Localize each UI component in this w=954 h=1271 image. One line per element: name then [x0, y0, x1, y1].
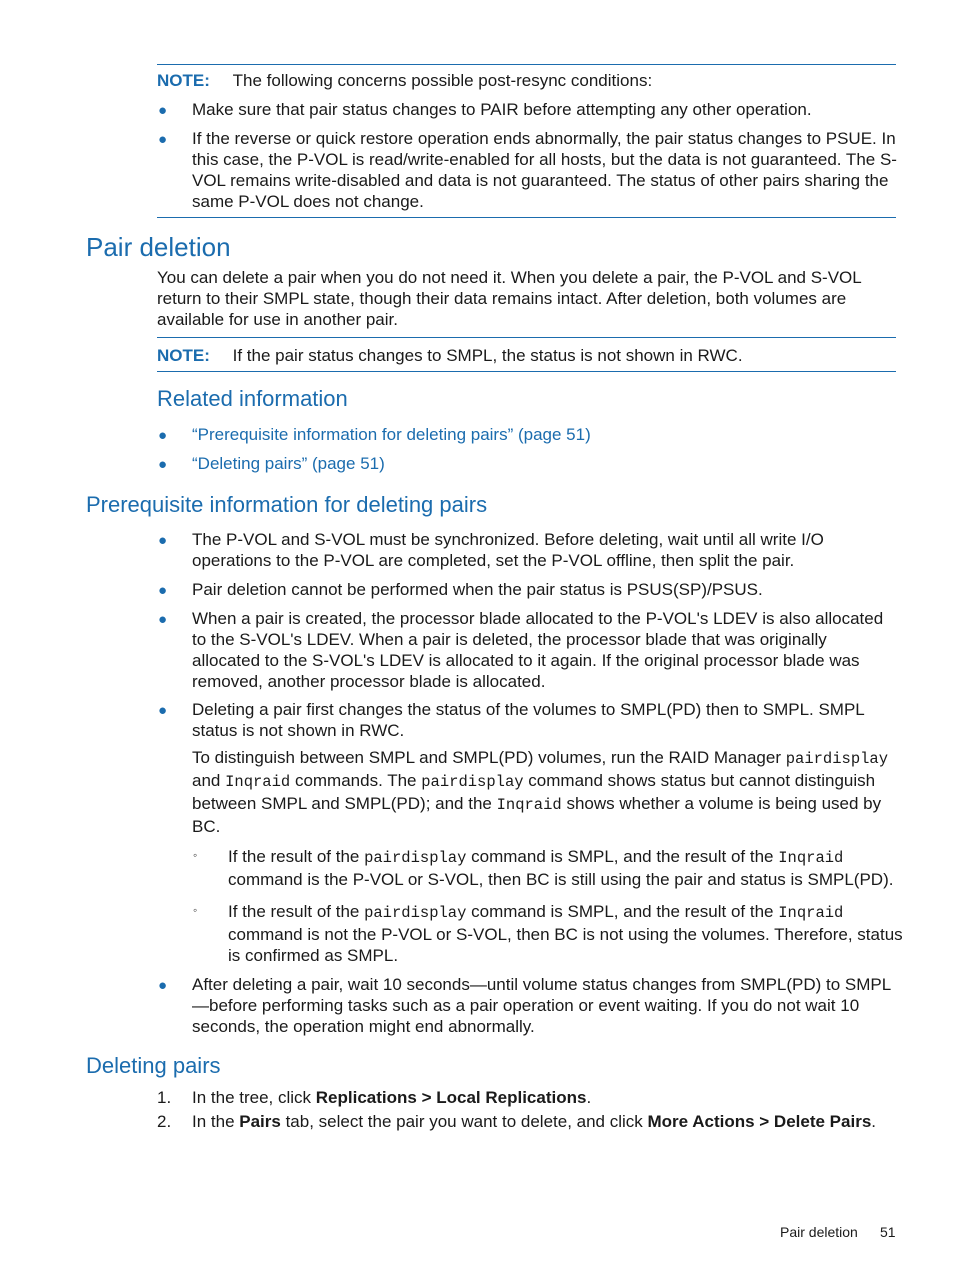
bullet-icon: ●	[158, 102, 168, 119]
prereq-bullet-4: Deleting a pair first changes the status of the volumes to SMPL(PD) then to SMPL. SMPL status is not shown in RWC.	[192, 700, 865, 740]
text: command is SMPL, and the result of the	[466, 902, 779, 921]
note-text: If the pair status changes to SMPL, the status is not shown in RWC.	[232, 346, 743, 365]
text: .	[586, 1088, 592, 1107]
code-inqraid: Inqraid	[225, 773, 291, 791]
intro-paragraph: You can delete a pair when you do not need it. When you delete a pair, the P-VOL and S-VOL return to their SMPL state, though their data remains intact. After deletion, both volumes are available for use in another pair.	[157, 268, 862, 329]
text: In the	[192, 1112, 240, 1131]
menu-path: More Actions > Delete Pairs	[647, 1112, 872, 1131]
paragraph-line: command is the P-VOL or S-VOL, then BC is still using the pair and status is SMPL(PD).	[228, 870, 894, 889]
circle-bullet-icon: ◦	[193, 848, 198, 862]
text: tab, select the pair you want to delete, and click	[280, 1112, 648, 1131]
footer-section: Pair deletion	[780, 1224, 858, 1240]
note-label: NOTE:	[157, 346, 210, 365]
section-heading: Prerequisite information for deleting pairs	[86, 492, 488, 517]
text: If the result of the	[228, 847, 365, 866]
code-pairdisplay: pairdisplay	[785, 750, 889, 768]
text: command shows status but cannot distinguish	[523, 771, 876, 790]
bullet-icon: ●	[158, 582, 168, 599]
paragraph-line	[192, 770, 902, 793]
note-label: NOTE:	[157, 71, 210, 90]
section-heading: Pair deletion	[86, 232, 231, 262]
text: between SMPL and SMPL(PD); and the	[192, 794, 497, 813]
bullet-icon: ●	[158, 427, 168, 444]
note-block	[157, 70, 896, 91]
paragraph-line	[192, 747, 902, 770]
bullet-icon: ●	[158, 456, 168, 473]
text: .	[871, 1112, 877, 1131]
bullet-icon: ●	[158, 977, 168, 994]
paragraph-line: command is not the P-VOL or S-VOL, then BC is not using the volumes. Therefore, status	[228, 925, 903, 944]
code-inqraid: Inqraid	[778, 849, 844, 867]
paragraph-line	[192, 793, 902, 816]
code-inqraid: Inqraid	[778, 904, 844, 922]
prereq-bullet-5: After deleting a pair, wait 10 seconds—until volume status changes from SMPL(PD) to SMPL—before performing tasks such as a pair operation or event waiting. If you do not wait 10 seconds, the operation might end abnormally.	[192, 975, 892, 1036]
step-1	[192, 1087, 591, 1108]
subsection-heading: Related information	[157, 386, 348, 411]
text: and	[192, 771, 226, 790]
note-top-rule	[157, 64, 896, 65]
bullet-icon: ●	[158, 131, 168, 148]
prereq-bullet-3: When a pair is created, the processor blade allocated to the P-VOL's LDEV is also allocated to the S-VOL's LDEV. When a pair is deleted, the processor blade that was originally allocated to the S-VOL's LDEV is allocated to it again. If the original processor blade was removed, another processor blade is allocated.	[192, 609, 884, 691]
code-pairdisplay: pairdisplay	[364, 849, 467, 867]
note-block	[157, 345, 896, 366]
circle-bullet-icon: ◦	[193, 903, 198, 917]
text: commands. The	[290, 771, 422, 790]
note-top-rule	[157, 337, 896, 338]
sub-bullet-2	[228, 901, 903, 966]
related-link-deleting[interactable]: “Deleting pairs” (page 51)	[192, 454, 385, 473]
text: If the result of the	[228, 902, 365, 921]
note-bullet-1: Make sure that pair status changes to PAIR before attempting any other operation.	[192, 100, 812, 119]
step-2	[192, 1111, 876, 1132]
bullet-icon: ●	[158, 611, 168, 628]
menu-path: Replications > Local Replications	[315, 1088, 587, 1107]
step-number: 1.	[157, 1088, 172, 1107]
prereq-bullet-1: The P-VOL and S-VOL must be synchronized. Before deleting, wait until all write I/O operations to the P-VOL are completed, set the P-VOL offline, then split the pair.	[192, 530, 824, 570]
section-heading: Deleting pairs	[86, 1053, 221, 1078]
text: To distinguish between SMPL and SMPL(PD) volumes, run the RAID Manager	[192, 748, 786, 767]
bullet-icon: ●	[158, 702, 168, 719]
paragraph-line	[228, 846, 900, 869]
note-bottom-rule	[157, 217, 896, 218]
footer-page-number: 51	[880, 1224, 896, 1240]
code-pairdisplay: pairdisplay	[421, 773, 524, 791]
note-text: The following concerns possible post-resync conditions:	[232, 71, 653, 90]
sub-bullet-1	[228, 846, 900, 890]
related-link-prerequisite[interactable]: “Prerequisite information for deleting pairs” (page 51)	[192, 425, 591, 444]
note-bottom-rule	[157, 371, 896, 372]
text: In the tree, click	[192, 1088, 316, 1107]
note-bullet-2: If the reverse or quick restore operation ends abnormally, the pair status changes to PSUE. In this case, the P-VOL is read/write-enabled for all hosts, but the data is not guaranteed. The S-VOL remains write-disabled and data is not guaranteed. The status of other pairs sharing the same P-VOL does not change.	[192, 129, 897, 211]
code-pairdisplay: pairdisplay	[364, 904, 467, 922]
text: shows whether a volume is being used by	[561, 794, 882, 813]
text: command is SMPL, and the result of the	[466, 847, 779, 866]
code-inqraid: Inqraid	[496, 796, 562, 814]
paragraph-line: BC.	[192, 817, 221, 836]
prereq-bullet-4-paragraph	[192, 747, 902, 837]
prereq-bullet-2: Pair deletion cannot be performed when the pair status is PSUS(SP)/PSUS.	[192, 580, 763, 599]
bullet-icon: ●	[158, 532, 168, 549]
tab-name: Pairs	[239, 1112, 281, 1131]
paragraph-line	[228, 901, 900, 924]
paragraph-line: is confirmed as SMPL.	[228, 946, 399, 965]
step-number: 2.	[157, 1112, 172, 1131]
